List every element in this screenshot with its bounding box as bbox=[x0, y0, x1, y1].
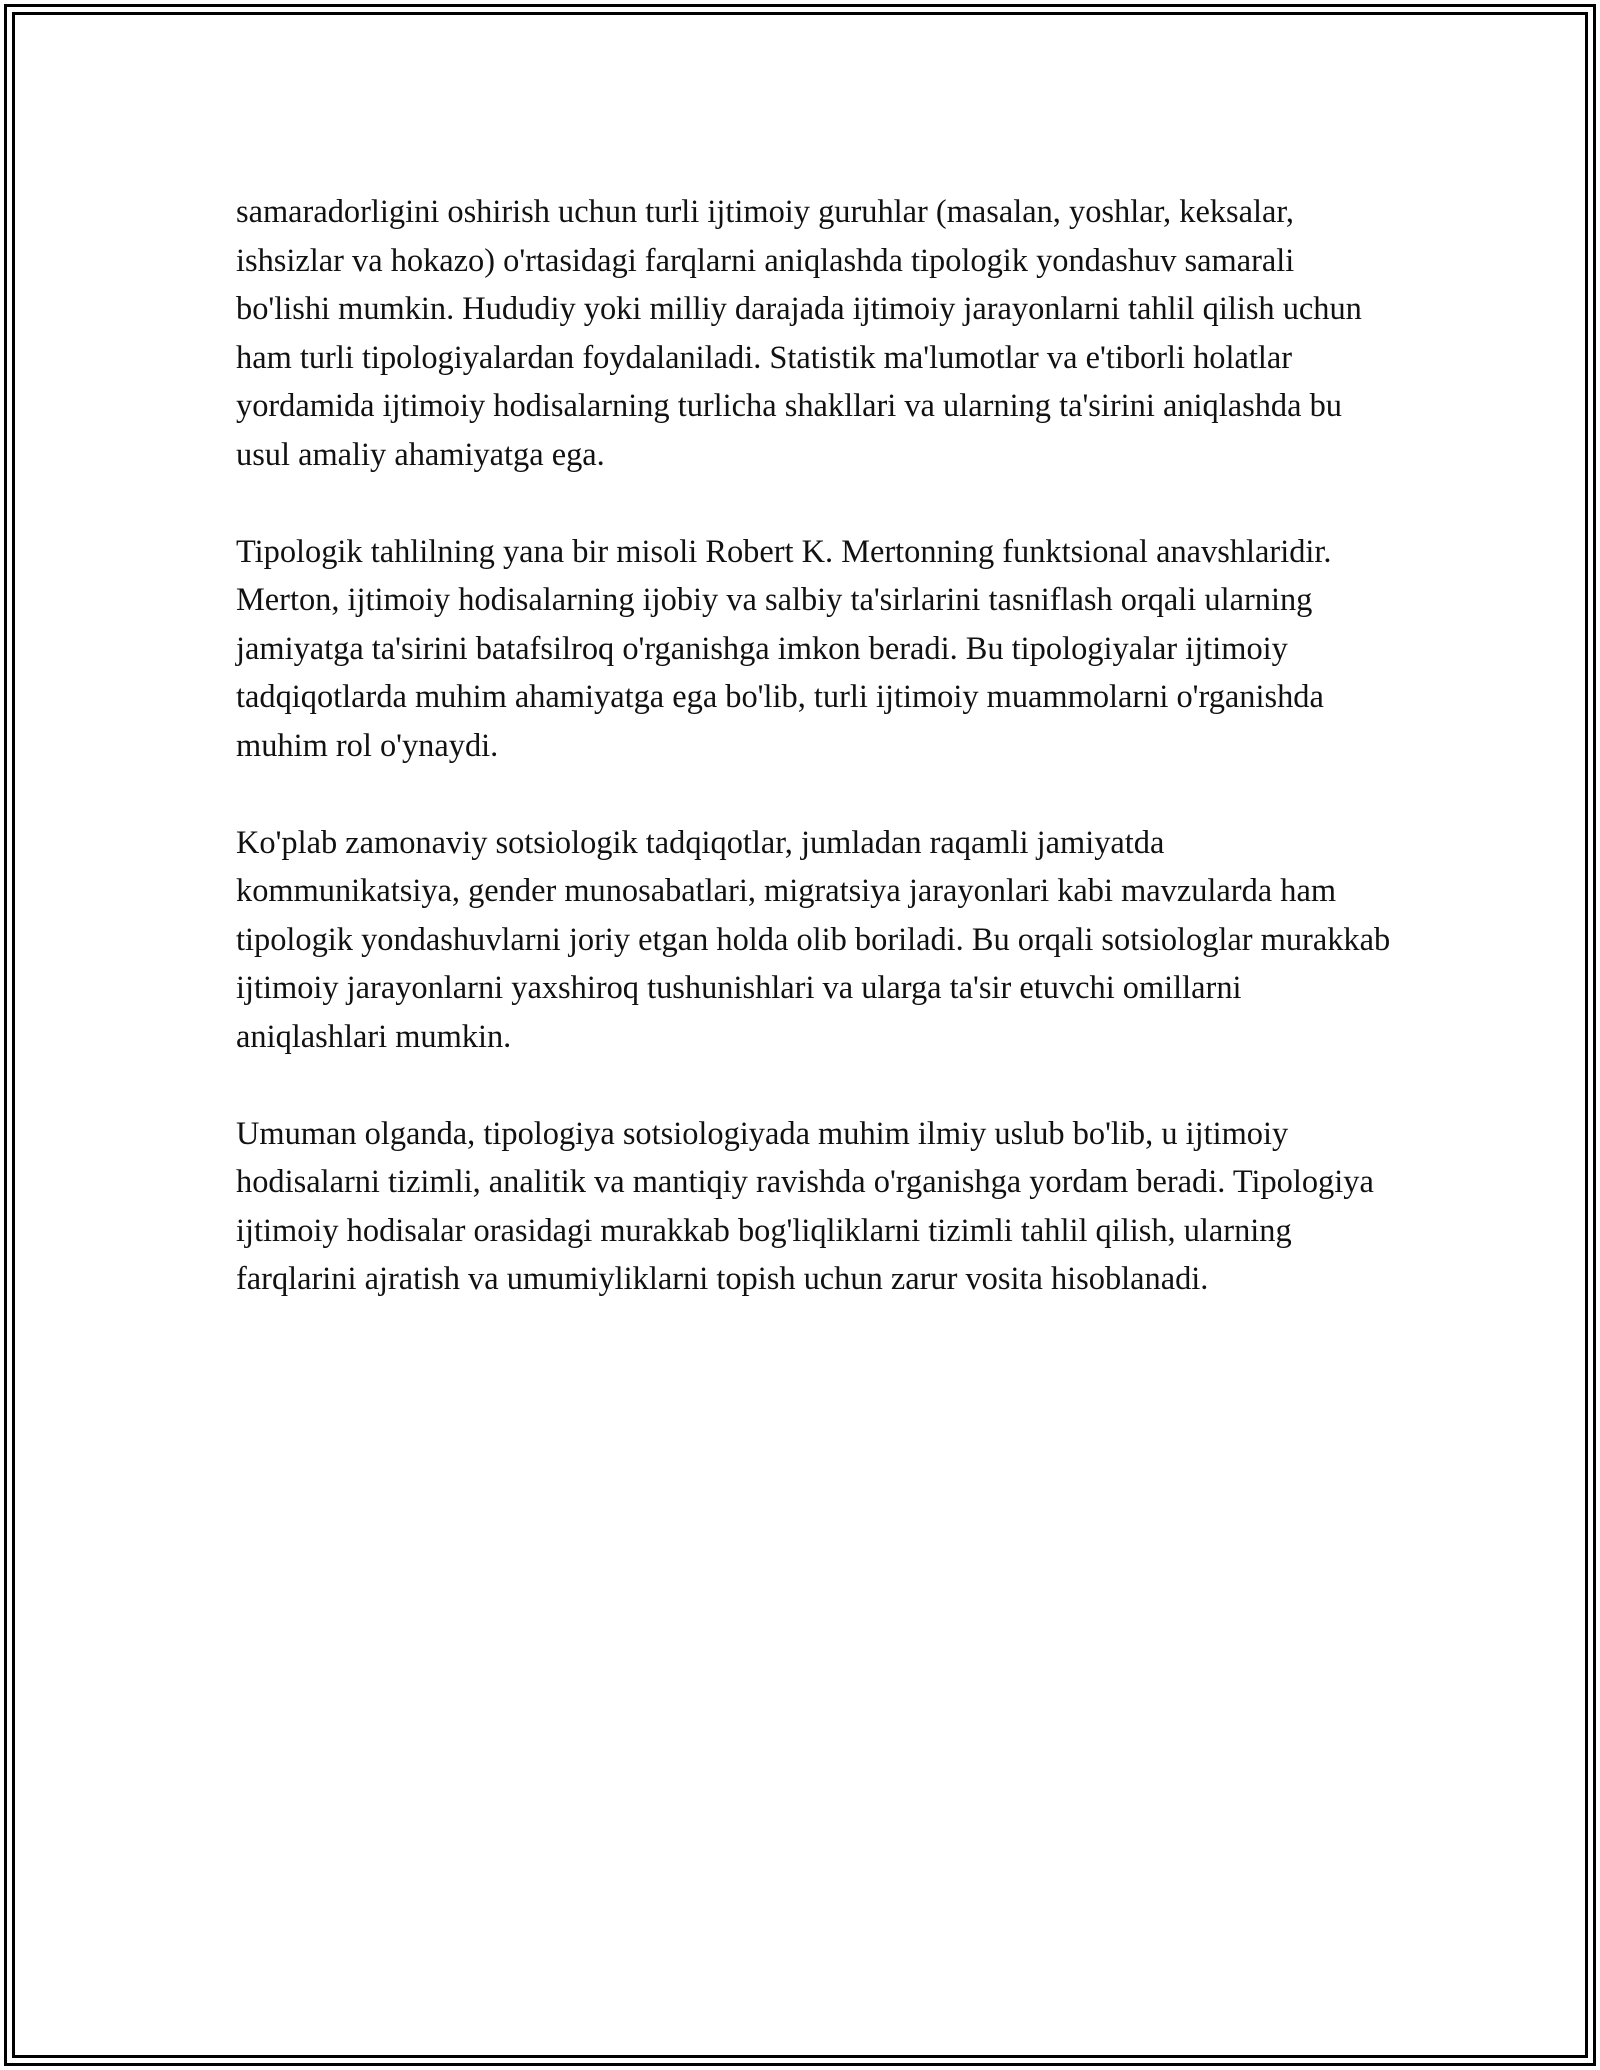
paragraph-3: Ko'plab zamonaviy sotsiologik tadqiqotlar, jumladan raqamli jamiyatda kommunikatsiya, gender munosabatlari, migratsiya jarayonlari kabi mavzularda ham tipologik yondashuvlarni joriy etgan holda olib boriladi. Bu orqali sotsiologlar murakkab ijtimoiy jarayonlarni yaxshiroq tushunishlari va ularga ta'sir etuvchi omillarni aniqlashlari mumkin. bbox=[236, 824, 1391, 1055]
paragraph-4: Umuman olganda, tipologiya sotsiologiyada muhim ilmiy uslub bo'lib, u ijtimoiy hodisalarni tizimli, analitik va mantiqiy ravishda o'rganishga yordam beradi. Tipologiya ijtimoiy hodisalar orasidagi murakkab bog'liqliklarni tizimli tahlil qilish, ularning farqlarini ajratish va umumiyliklarni topish uchun zarur vosita hisoblanadi. bbox=[236, 1115, 1374, 1297]
document-body bbox=[236, 188, 1396, 1352]
paragraph-1: samaradorligini oshirish uchun turli ijtimoiy guruhlar (masalan, yoshlar, keksalar, ishsizlar va hokazo) o'rtasidagi farqlarni aniqlashda tipologik yondashuv samarali bo'lishi mumkin. Hududiy yoki milliy darajada ijtimoiy jarayonlarni tahlil qilish uchun ham turli tipologiyalardan foydalaniladi. Statistik ma'lumotlar va e'tiborli holatlar yordamida ijtimoiy hodisalarning turlicha shakllari va ularning ta'sirini aniqlashda bu usul amaliy ahamiyatga ega. bbox=[236, 194, 1362, 473]
paragraph-2: Tipologik tahlilning yana bir misoli Robert K. Mertonning funktsional anavshlaridir. Merton, ijtimoiy hodisalarning ijobiy va salbiy ta'sirlarini tasniflash orqali ularning jamiyatga ta'sirini batafsilroq o'rganishga imkon beradi. Bu tipologiyalar ijtimoiy tadqiqotlarda muhim ahamiyatga ega bo'lib, turli ijtimoiy muammolarni o'rganishda muhim rol o'ynaydi. bbox=[236, 533, 1332, 764]
